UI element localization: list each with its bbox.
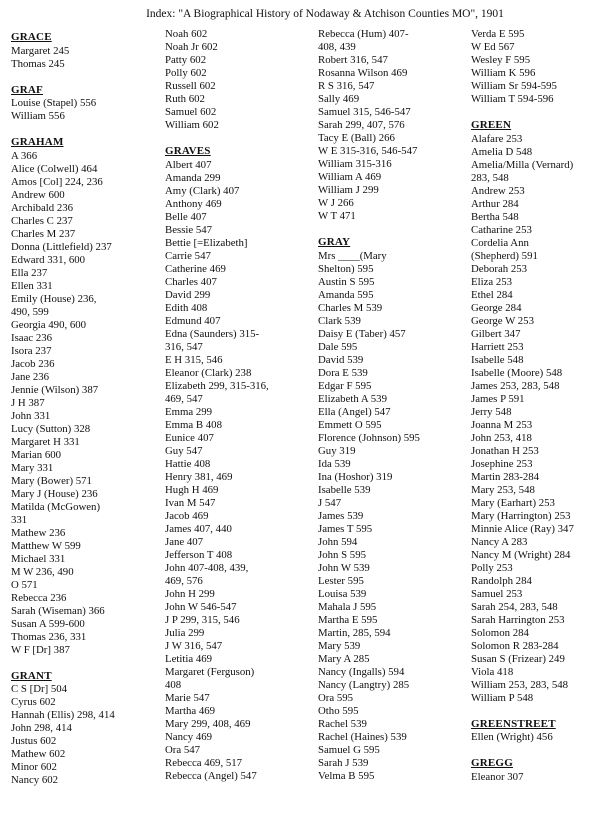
index-entry: Austin S 595 [318, 275, 375, 288]
index-entry: Ora 547 [165, 743, 201, 756]
index-entry: Ida 539 [318, 457, 351, 470]
index-entry: Margaret 245 [11, 44, 70, 57]
index-section [471, 718, 599, 745]
index-entry: Amy (Clark) 407 [165, 184, 240, 197]
index-entry: Samuel 315, 546-547 [318, 106, 411, 118]
index-entry: James P 591 [471, 392, 525, 405]
index-entry: Emmett O 595 [318, 418, 382, 431]
index-entry: Martin 283-284 [471, 470, 540, 483]
surname-heading: GRAHAM [11, 136, 64, 148]
index-entry: Mahala J 595 [318, 600, 377, 613]
index-entry: Robert 316, 547 [318, 54, 388, 66]
index-entry: Eleanor 307 [471, 770, 524, 783]
index-entry: J 547 [318, 496, 342, 509]
index-entry: Jennie (Wilson) 387 [11, 383, 99, 396]
index-entry: W T 471 [318, 210, 356, 222]
index-entry: Jonathan H 253 [471, 444, 539, 457]
index-entry: Sally 469 [318, 93, 360, 105]
index-entry: Martin, 285, 594 [318, 626, 391, 639]
index-entry: Cordelia Ann [471, 236, 529, 249]
index-entry: Ellen 331 [11, 279, 53, 292]
index-entry: Polly 253 [471, 561, 513, 574]
index-entry: A 366 [11, 149, 38, 162]
index-entry: Albert 407 [165, 158, 212, 171]
index-entry: Nancy (Langtry) 285 [318, 678, 410, 691]
index-entry: Samuel 253 [471, 587, 523, 600]
index-entry: Hattie 408 [165, 457, 211, 470]
index-entry: Georgia 490, 600 [11, 318, 87, 331]
index-entry: Bertha 548 [471, 210, 519, 223]
index-entry: Emma 299 [165, 405, 213, 418]
index-entry: Mary 299, 408, 469 [165, 717, 251, 730]
index-entry: Josephine 253 [471, 457, 533, 470]
index-entry: Minnie Alice (Ray) 347 [471, 522, 574, 535]
surname-heading: GREGG [471, 757, 513, 769]
index-entry: Matilda (McGowen) [11, 500, 101, 513]
index-entry: Hannah (Ellis) 298, 414 [11, 709, 115, 721]
index-entry: Harriett 253 [471, 340, 524, 353]
index-section [165, 145, 313, 783]
index-entry: Isaac 236 [11, 331, 53, 344]
index-entry: John W 546-547 [165, 600, 237, 613]
index-section [11, 136, 159, 657]
index-entry: Jacob 469 [165, 509, 209, 522]
index-entry: J P 299, 315, 546 [165, 613, 240, 626]
index-entry: Arthur 284 [471, 197, 519, 210]
index-entry: Archibald 236 [11, 201, 74, 214]
index-entry: Edna (Saunders) 315- [165, 327, 260, 340]
index-entry: Rebecca 469, 517 [165, 756, 243, 769]
index-entry: Velma B 595 [318, 769, 375, 782]
index-entry: George 284 [471, 301, 522, 314]
index-entry: John 331 [11, 409, 51, 422]
index-entry: Thomas 245 [11, 57, 65, 70]
index-entry: Alice (Colwell) 464 [11, 162, 98, 175]
index-entry: James T 595 [318, 522, 373, 535]
index-entry: Marie 547 [165, 691, 210, 704]
index-entry: Guy 547 [165, 444, 203, 457]
column-1 [11, 28, 159, 800]
index-entry: Sarah J 539 [318, 756, 369, 769]
index-entry: Noah Jr 602 [165, 41, 218, 53]
index-entry: Amanda 595 [318, 288, 374, 301]
index-entry: Patty 602 [165, 54, 207, 66]
index-entry: Viola 418 [471, 665, 514, 678]
index-entry: Samuel 602 [165, 106, 217, 118]
index-entry: Isabelle (Moore) 548 [471, 366, 563, 379]
index-entry: Louisa 539 [318, 587, 367, 600]
index-entry: John S 595 [318, 548, 366, 561]
index-entry: Samuel G 595 [318, 743, 380, 756]
index-entry: Jefferson T 408 [165, 548, 233, 561]
index-entry: Nancy (Ingalls) 594 [318, 665, 405, 678]
index-entry: Ivan M 547 [165, 496, 216, 509]
index-entry: Nancy 602 [11, 774, 59, 786]
index-entry: 408, 439 [318, 41, 356, 53]
index-entry: Ella (Angel) 547 [318, 405, 391, 418]
index-entry: Cyrus 602 [11, 696, 56, 708]
index-entry: Andrew 600 [11, 188, 65, 201]
index-entry: Jane 407 [165, 535, 204, 548]
index-entry: Gilbert 347 [471, 327, 521, 340]
index-entry: Matthew W 599 [11, 539, 81, 552]
index-entry: Edgar F 595 [318, 379, 372, 392]
index-entry: 408 [165, 678, 182, 691]
index-entry: J W 316, 547 [165, 639, 223, 652]
index-entry: Polly 602 [165, 67, 207, 79]
surname-heading: GRAY [318, 236, 351, 248]
index-entry: Jane 236 [11, 370, 50, 383]
column-3 [318, 28, 468, 796]
index-entry: Mary A 285 [318, 652, 370, 665]
index-entry: Donna (Littlefield) 237 [11, 240, 112, 253]
index-entry: Mary 539 [318, 639, 361, 652]
index-entry: Mary (Harrington) 253 [471, 509, 571, 522]
index-entry: Eleanor (Clark) 238 [165, 366, 252, 379]
index-entry: Martha 469 [165, 704, 216, 717]
index-entry: 490, 599 [11, 305, 49, 318]
surname-heading: GREENSTREET [471, 717, 556, 730]
index-entry: Ethel 284 [471, 288, 513, 301]
index-entry: Minor 602 [11, 761, 57, 773]
index-entry: Mary (Earhart) 253 [471, 496, 555, 509]
index-entry: Amanda 299 [165, 171, 221, 184]
index-entry: William T 594-596 [471, 93, 554, 105]
index-entry: Mary (Bower) 571 [11, 474, 92, 487]
index-entry: Lester 595 [318, 574, 364, 587]
index-entry: Daisy E (Taber) 457 [318, 327, 406, 340]
index-entry: Otho 595 [318, 704, 359, 717]
index-entry: Clark 539 [318, 314, 361, 327]
index-entry: C S [Dr] 504 [11, 683, 68, 695]
index-entry: J H 387 [11, 396, 45, 409]
index-entry: William 315-316 [318, 158, 392, 170]
index-entry: Rosanna Wilson 469 [318, 67, 408, 79]
index-entry: Deborah 253 [471, 262, 528, 275]
index-entry: W J 266 [318, 197, 354, 209]
index-entry: Solomon 284 [471, 626, 529, 639]
index-entry: Charles M 539 [318, 301, 383, 314]
index-entry: Joanna M 253 [471, 418, 533, 431]
index-entry: Margaret H 331 [11, 435, 80, 448]
index-section [11, 670, 159, 788]
index-entry: Edmund 407 [165, 314, 221, 327]
index-entry: Ora 595 [318, 691, 354, 704]
index-entry: Ina (Hoshor) 319 [318, 470, 393, 483]
index-section [165, 28, 313, 132]
index-entry: John 298, 414 [11, 722, 72, 734]
index-entry: Hugh H 469 [165, 483, 219, 496]
index-entry: Belle 407 [165, 210, 207, 223]
index-entry: Julia 299 [165, 626, 205, 639]
index-entry: 469, 547 [165, 392, 203, 405]
index-entry: Elizabeth 299, 315-316, [165, 379, 269, 392]
index-entry: Dora E 539 [318, 366, 368, 379]
index-entry: Amos [Col] 224, 236 [11, 175, 103, 188]
index-entry: David 539 [318, 353, 364, 366]
index-entry: Rachel (Haines) 539 [318, 730, 407, 743]
index-entry: Sarah Harrington 253 [471, 613, 565, 626]
index-entry: Bessie 547 [165, 223, 213, 236]
index-section [471, 757, 599, 784]
index-section [318, 28, 468, 223]
index-entry: Mrs ____(Mary [318, 249, 387, 262]
index-entry: Susan A 599-600 [11, 617, 85, 630]
index-entry: Solomon R 283-284 [471, 639, 559, 652]
index-entry: Emily (House) 236, [11, 292, 97, 305]
surname-heading: GRAVES [165, 145, 211, 157]
surname-heading: GREEN [471, 119, 512, 131]
surname-heading: GRAF [11, 83, 43, 96]
index-entry: Mathew 602 [11, 748, 66, 760]
index-entry: Ella 237 [11, 266, 48, 279]
index-entry: Nancy M (Wright) 284 [471, 548, 571, 561]
index-entry: David 299 [165, 288, 211, 301]
index-entry: 469, 576 [165, 574, 203, 587]
page-title: Index: "A Biographical History of Nodaway & Atchison Counties MO", 1901 [146, 8, 504, 20]
index-entry: Rebecca (Hum) 407- [318, 28, 409, 40]
index-section [471, 119, 599, 705]
index-section [11, 31, 159, 71]
index-entry: 331 [11, 513, 28, 526]
index-entry: Ruth 602 [165, 93, 205, 105]
index-entry: Noah 602 [165, 28, 208, 40]
index-entry: Rebecca 236 [11, 591, 67, 604]
index-entry: Jerry 548 [471, 405, 512, 418]
index-entry: William 602 [165, 119, 219, 131]
index-entry: George W 253 [471, 314, 534, 327]
index-entry: Sarah 299, 407, 576 [318, 119, 405, 131]
index-entry: Sarah (Wiseman) 366 [11, 604, 105, 617]
index-entry: Shelton) 595 [318, 262, 374, 275]
index-entry: Nancy A 283 [471, 535, 528, 548]
index-entry: James 539 [318, 509, 364, 522]
index-entry: John 253, 418 [471, 431, 532, 444]
index-entry: James 253, 283, 548 [471, 379, 560, 392]
index-entry: Charles C 237 [11, 214, 73, 227]
index-entry: Margaret (Ferguson) [165, 665, 255, 678]
index-entry: William J 299 [318, 184, 379, 196]
index-entry: Louise (Stapel) 556 [11, 97, 97, 109]
index-entry: Nancy 469 [165, 730, 213, 743]
index-entry: Dale 595 [318, 340, 358, 353]
index-entry: Mathew 236 [11, 526, 66, 539]
index-entry: William 253, 283, 548 [471, 678, 569, 691]
index-entry: 316, 547 [165, 340, 203, 353]
index-entry: William 556 [11, 110, 65, 122]
index-entry: Catharine 253 [471, 223, 532, 236]
index-entry: Tacy E (Ball) 266 [318, 132, 395, 144]
index-entry: Mary 331 [11, 461, 54, 474]
index-entry: Ellen (Wright) 456 [471, 731, 553, 743]
index-entry: Thomas 236, 331 [11, 630, 87, 643]
index-entry: Michael 331 [11, 552, 66, 565]
index-entry: Letitia 469 [165, 652, 213, 665]
index-entry: John W 539 [318, 561, 370, 574]
index-entry: Randolph 284 [471, 574, 532, 587]
index-entry: Amelia/Milla (Vernard) [471, 158, 574, 171]
index-entry: W F [Dr] 387 [11, 643, 70, 656]
index-entry: Mary 253, 548 [471, 483, 535, 496]
index-section [11, 84, 159, 124]
index-entry: William P 548 [471, 691, 534, 704]
index-entry: Mary J (House) 236 [11, 487, 98, 500]
index-entry: Wesley F 595 [471, 54, 531, 66]
index-entry: Andrew 253 [471, 184, 525, 197]
index-entry: Edith 408 [165, 301, 208, 314]
index-entry: Florence (Johnson) 595 [318, 431, 420, 444]
index-entry: (Shepherd) 591 [471, 249, 538, 262]
column-4 [471, 28, 599, 797]
index-entry: Guy 319 [318, 444, 356, 457]
index-entry: Isabelle 548 [471, 353, 524, 366]
index-entry: O 571 [11, 578, 38, 591]
surname-heading: GRACE [11, 31, 52, 43]
index-entry: Rachel 539 [318, 717, 367, 730]
index-entry: R S 316, 547 [318, 80, 375, 92]
index-entry: Rebecca (Angel) 547 [165, 769, 257, 782]
index-entry: Emma B 408 [165, 418, 222, 431]
index-entry: Isora 237 [11, 344, 52, 357]
index-entry: Russell 602 [165, 80, 216, 92]
index-entry: Charles M 237 [11, 227, 76, 240]
index-entry: Verda E 595 [471, 28, 525, 40]
index-entry: Alafare 253 [471, 132, 523, 145]
index-entry: M W 236, 490 [11, 565, 74, 578]
index-section [318, 236, 468, 783]
index-entry: William A 469 [318, 171, 382, 183]
index-entry: Sarah 254, 283, 548 [471, 600, 558, 613]
index-entry: John 407-408, 439, [165, 561, 249, 574]
index-entry: James 407, 440 [165, 522, 232, 535]
index-entry: William K 596 [471, 67, 536, 79]
index-entry: Edward 331, 600 [11, 253, 86, 266]
index-entry: Justus 602 [11, 735, 57, 747]
index-entry: Carrie 547 [165, 249, 211, 262]
index-entry: Martha E 595 [318, 613, 378, 626]
index-entry: John 594 [318, 535, 358, 548]
index-entry: Eunice 407 [165, 431, 214, 444]
index-section [471, 28, 599, 106]
index-entry: Marian 600 [11, 448, 62, 461]
index-entry: Henry 381, 469 [165, 470, 233, 483]
index-entry: Elizabeth A 539 [318, 392, 387, 405]
index-entry: William Sr 594-595 [471, 80, 557, 92]
index-entry: John H 299 [165, 587, 215, 600]
index-entry: E H 315, 546 [165, 353, 223, 366]
index-entry: Lucy (Sutton) 328 [11, 422, 91, 435]
index-entry: Bettie [=Elizabeth] [165, 236, 248, 249]
index-entry: Catherine 469 [165, 262, 226, 275]
index-entry: W Ed 567 [471, 41, 515, 53]
index-entry: Isabelle 539 [318, 483, 371, 496]
index-entry: Eliza 253 [471, 275, 513, 288]
index-entry: Charles 407 [165, 275, 217, 288]
index-entry: 283, 548 [471, 171, 509, 184]
index-entry: W E 315-316, 546-547 [318, 145, 418, 157]
index-entry: Amelia D 548 [471, 145, 533, 158]
index-entry: Anthony 469 [165, 197, 222, 210]
column-2 [165, 28, 313, 796]
index-entry: Jacob 236 [11, 357, 55, 370]
surname-heading: GRANT [11, 669, 52, 682]
index-entry: Susan S (Frizear) 249 [471, 652, 565, 665]
